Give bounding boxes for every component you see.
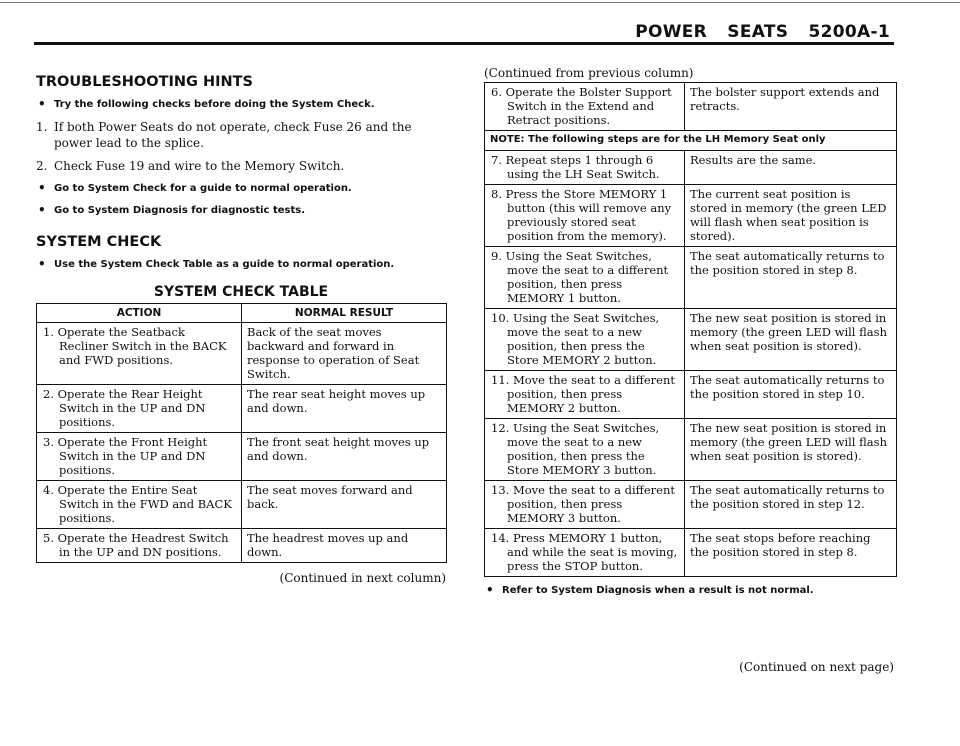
troubleshooting-bullet-2: • Go to System Check for a guide to normal operation. [36,181,446,196]
result-cell: The new seat position is stored in memory (the green LED will flash when seat position is stored). [685,309,897,371]
result-cell: The front seat height moves up and down. [242,433,447,481]
table-row [485,371,897,419]
system-check-bullet: • Use the System Check Table as a guide to normal operation. [36,257,446,272]
item-text: If both Power Seats do not operate, check Fuse 26 and the power lead to the splice. [54,120,412,150]
table-row [485,481,897,529]
continued-next-column: (Continued in next column) [279,571,446,585]
table-header-row [37,304,447,323]
result-cell: The new seat position is stored in memory (the green LED will flash when seat position is stored). [685,419,897,481]
system-check-table [36,303,447,563]
table-row [485,529,897,577]
result-cell: The seat moves forward and back. [242,481,447,529]
action-cell: 12. Using the Seat Switches, move the seat to a new position, then press the Store MEMORY 3 button. [485,419,685,481]
right-column [484,82,896,605]
action-cell: 5. Operate the Headrest Switch in the UP and DN positions. [37,529,242,563]
troubleshooting-bullet-3: • Go to System Diagnosis for diagnostic tests. [36,203,446,218]
result-cell: The seat automatically returns to the position stored in step 8. [685,247,897,309]
left-column [36,74,446,585]
action-cell: 7. Repeat steps 1 through 6 using the LH Seat Switch. [485,151,685,185]
header-code: 5200A-1 [808,22,890,42]
note-row [485,131,897,151]
result-cell: The bolster support extends and retracts. [685,83,897,131]
item-number: 2. [36,159,48,173]
system-check-table-continued [484,82,897,577]
header-action: ACTION [37,304,242,323]
table-row [485,185,897,247]
table-row [485,83,897,131]
table-row [485,419,897,481]
table-row [37,481,447,529]
top-border-line [0,2,960,3]
header-result: NORMAL RESULT [242,304,447,323]
action-cell: 2. Operate the Rear Height Switch in the UP and DN positions. [37,385,242,433]
item-text: Check Fuse 19 and wire to the Memory Switch. [54,159,345,173]
result-cell: The seat automatically returns to the position stored in step 12. [685,481,897,529]
table-row [485,309,897,371]
result-cell: Back of the seat moves backward and forward in response to operation of Seat Switch. [242,323,447,385]
continued-next-page: (Continued on next page) [739,660,894,674]
action-cell: 3. Operate the Front Height Switch in the UP and DN positions. [37,433,242,481]
action-cell: 10. Using the Seat Switches, move the seat to a new position, then press the Store MEMORY 2 button. [485,309,685,371]
result-cell: The rear seat height moves up and down. [242,385,447,433]
action-cell: 14. Press MEMORY 1 button, and while the seat is moving, press the STOP button. [485,529,685,577]
header-rule [34,42,894,45]
table-row [485,151,897,185]
table-row [37,529,447,563]
header-title: POWER SEATS [635,22,789,42]
result-cell: The seat stops before reaching the position stored in step 8. [685,529,897,577]
result-cell: Results are the same. [685,151,897,185]
table-row [485,247,897,309]
action-cell: 4. Operate the Entire Seat Switch in the FWD and BACK positions. [37,481,242,529]
page-header [635,22,890,42]
troubleshooting-bullet-1: • Try the following checks before doing the System Check. [36,97,446,112]
table-row [37,323,447,385]
diagnosis-bullet: • Refer to System Diagnosis when a result is not normal. [484,583,832,598]
system-check-title: SYSTEM CHECK [36,234,162,250]
table-title: SYSTEM CHECK TABLE [153,284,329,300]
action-cell: 9. Using the Seat Switches, move the seat to a different position, then press MEMORY 1 button. [485,247,685,309]
note-cell: NOTE: The following steps are for the LH Memory Seat only [485,131,897,151]
action-cell: 1. Operate the Seatback Recliner Switch in the BACK and FWD positions. [37,323,242,385]
troubleshooting-item-1 [36,119,446,151]
action-cell: 11. Move the seat to a different position, then press MEMORY 2 button. [485,371,685,419]
action-cell: 6. Operate the Bolster Support Switch in the Extend and Retract positions. [485,83,685,131]
troubleshooting-title: TROUBLESHOOTING HINTS [36,74,253,90]
item-number: 1. [36,120,48,134]
action-cell: 8. Press the Store MEMORY 1 button (this will remove any previously stored seat position from the memory). [485,185,685,247]
result-cell: The headrest moves up and down. [242,529,447,563]
action-cell: 13. Move the seat to a different position, then press MEMORY 3 button. [485,481,685,529]
result-cell: The seat automatically returns to the position stored in step 10. [685,371,897,419]
continued-from-previous: (Continued from previous column) [484,66,694,80]
troubleshooting-item-2 [36,158,446,174]
table-row [37,433,447,481]
table-row [37,385,447,433]
result-cell: The current seat position is stored in memory (the green LED will flash when seat position is stored). [685,185,897,247]
